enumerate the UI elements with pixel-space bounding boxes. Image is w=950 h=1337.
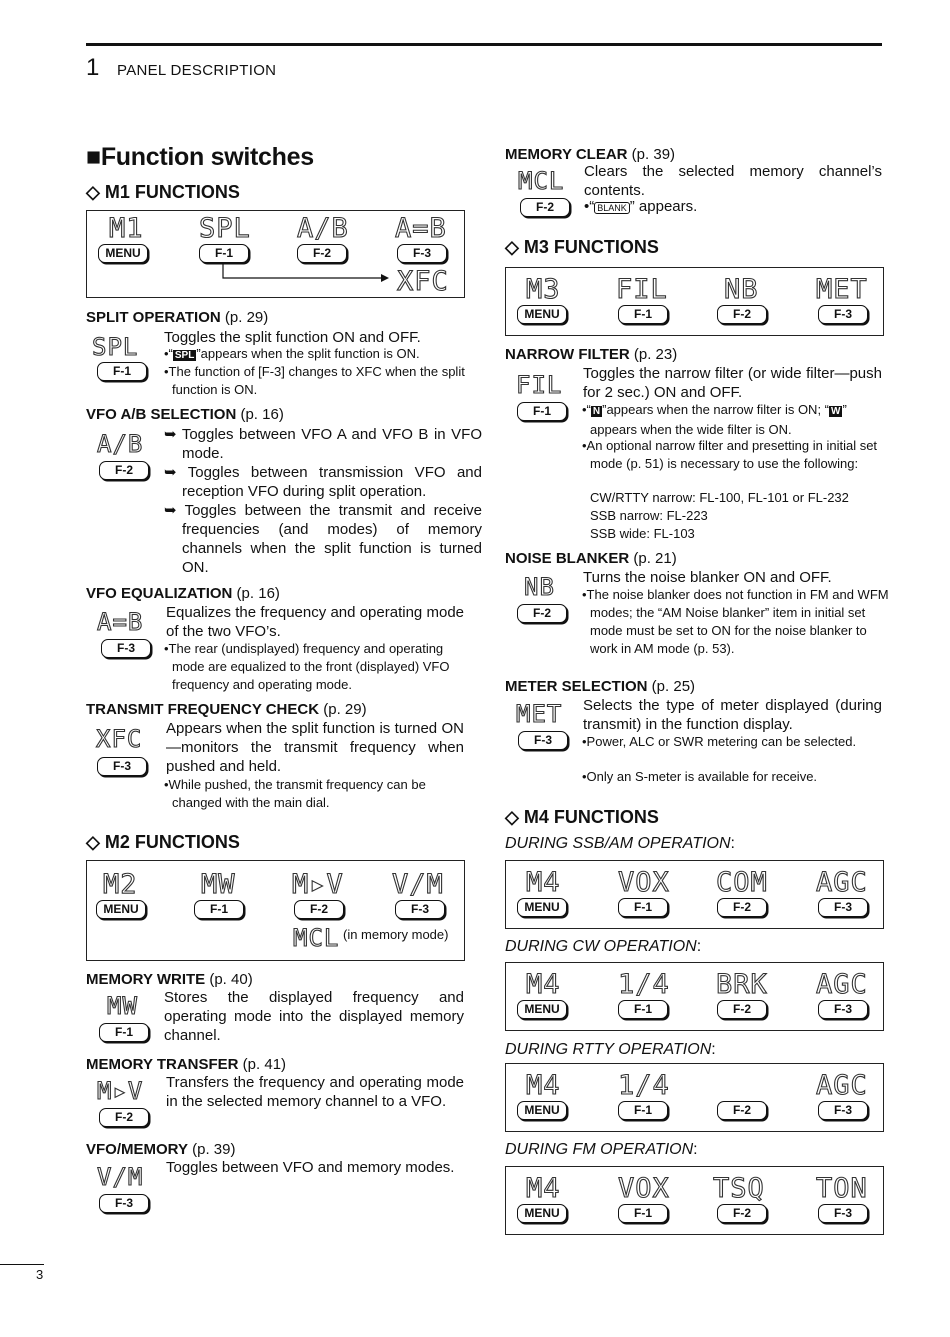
lcd-m4: M4 xyxy=(526,1173,561,1204)
f2-key-icon: F-2 xyxy=(517,604,567,623)
lcd-mw-icon: MW xyxy=(107,992,138,1020)
chapter-number: 1 xyxy=(86,54,100,81)
square-bullet-icon: ■ xyxy=(86,143,101,171)
transmit-check-heading: TRANSMIT FREQUENCY CHECK (p. 29) xyxy=(86,701,367,718)
f3-button[interactable]: F-3 xyxy=(397,244,447,263)
lcd-m4: M4 xyxy=(526,969,561,1000)
noise-blanker-bullet: •The noise blanker does not function in FM and WFM modes; the “AM Noise blanker” item in initial set mode must be set to ON for the noise blanker to work in AM mode (p. 53). xyxy=(582,587,889,656)
transmit-check-bullet: •While pushed, the transmit frequency can be changed with the main dial. xyxy=(164,777,426,810)
lcd-spl-icon: SPL xyxy=(92,333,139,361)
rtty-operation-label: DURING RTTY OPERATION: xyxy=(505,1041,716,1058)
menu-button[interactable]: MENU xyxy=(96,900,146,919)
lcd-m-to-v-icon: M▸V xyxy=(97,1077,144,1105)
f3-button[interactable]: F-3 xyxy=(818,1101,868,1120)
lcd-m3: M3 xyxy=(526,274,561,305)
blank-indicator-icon: BLANK xyxy=(594,202,630,214)
memory-write-heading: MEMORY WRITE (p. 40) xyxy=(86,971,253,988)
memory-clear-bullet: •“ BLANK ” appears. xyxy=(584,198,698,215)
f1-key-icon: F-1 xyxy=(97,362,147,381)
vfo-ab-arrow-1: ➥ Toggles between VFO A and VFO B in VFO mode. xyxy=(164,426,482,462)
filter-list-ssb-narrow: SSB narrow: FL-223 xyxy=(590,508,708,523)
noise-blanker-description: Turns the noise blanker ON and OFF. xyxy=(583,569,832,586)
lcd-m2: M2 xyxy=(103,869,138,900)
lcd-vox: VOX xyxy=(618,1173,670,1204)
f2-button[interactable]: F-2 xyxy=(717,1101,767,1120)
narrow-filter-heading: NARROW FILTER (p. 23) xyxy=(505,346,678,363)
m4-cw-display-panel xyxy=(505,962,884,1031)
lcd-v-m: V/M xyxy=(392,869,444,900)
vfo-ab-arrow-2: ➥ Toggles between transmission VFO and reception VFO during split operation. xyxy=(164,464,482,500)
lcd-met-icon: MET xyxy=(516,700,563,728)
fm-operation-label: DURING FM OPERATION: xyxy=(505,1141,698,1158)
lcd-mcl-icon: MCL xyxy=(518,167,565,195)
header-rule xyxy=(86,43,882,46)
chapter-title: PANEL DESCRIPTION xyxy=(117,62,277,79)
f2-button[interactable]: F-2 xyxy=(294,900,344,919)
lcd-a-equals-b-icon: A=B xyxy=(97,608,144,636)
lcd-m1: M1 xyxy=(109,213,144,244)
f2-key-icon: F-2 xyxy=(520,198,570,217)
memory-clear-description: Clears the selected memory channel’s contents. xyxy=(584,163,882,199)
lcd-com: COM xyxy=(716,867,768,898)
meter-selection-description: Selects the type of meter displayed (during transmit) in the function display. xyxy=(583,697,882,733)
m4-ssb-display-panel xyxy=(505,860,884,929)
section-title xyxy=(86,143,314,172)
narrow-filter-bullet-1: •“ N ”appears when the narrow filter is ON; “ W ” appears when the wide filter is ON. xyxy=(582,402,847,437)
lcd-v-m-icon: V/M xyxy=(97,1163,144,1191)
footer-rule xyxy=(0,1264,44,1265)
ssb-am-operation-label: DURING SSB/AM OPERATION: xyxy=(505,835,735,852)
vfo-equalization-description: Equalizes the frequency and operating mode of the two VFO’s. xyxy=(166,604,464,640)
lcd-nb: NB xyxy=(724,274,759,305)
memory-transfer-heading: MEMORY TRANSFER (p. 41) xyxy=(86,1056,287,1073)
m2-display-panel xyxy=(86,860,465,961)
m1-display-panel xyxy=(86,210,465,298)
lcd-m-to-v: M▸V xyxy=(292,869,344,900)
lcd-ab-icon: A/B xyxy=(97,430,144,458)
lcd-agc: AGC xyxy=(816,1070,868,1101)
vfo-ab-heading: VFO A/B SELECTION (p. 16) xyxy=(86,406,284,423)
lcd-mcl: MCL xyxy=(293,924,340,952)
m4-functions-title: ◇ M4 FUNCTIONS xyxy=(505,807,659,827)
lcd-mw: MW xyxy=(201,869,236,900)
f3-button[interactable]: F-3 xyxy=(818,1204,868,1223)
lcd-ab: A/B xyxy=(297,213,349,244)
f2-button[interactable]: F-2 xyxy=(717,1000,767,1019)
f1-button[interactable]: F-1 xyxy=(618,898,668,917)
lcd-xfc-icon: XFC xyxy=(96,725,143,753)
f1-key-icon: F-1 xyxy=(99,1023,149,1042)
spl-indicator-icon: SPL xyxy=(174,350,195,361)
memory-clear-heading: MEMORY CLEAR (p. 39) xyxy=(505,146,676,163)
f2-button[interactable]: F-2 xyxy=(297,244,347,263)
lcd-m4: M4 xyxy=(526,867,561,898)
f3-button[interactable]: F-3 xyxy=(818,898,868,917)
lcd-quarter: 1/4 xyxy=(618,1070,670,1101)
vfo-ab-arrow-3: ➥ Toggles between the transmit and receive frequencies (and modes) of memory channels when the split function is turned ON. xyxy=(164,502,482,576)
wide-indicator-icon: W xyxy=(831,406,841,417)
m4-fm-display-panel xyxy=(505,1166,884,1235)
f2-button[interactable]: F-2 xyxy=(717,898,767,917)
lcd-nb-icon: NB xyxy=(524,573,555,601)
f2-key-icon: F-2 xyxy=(99,1108,149,1127)
vfo-equalization-bullet: •The rear (undisplayed) frequency and operating mode are equalized to the front (displayed) VFO frequency and operating mode. xyxy=(164,641,450,692)
f1-button[interactable]: F-1 xyxy=(618,305,668,324)
lcd-met: MET xyxy=(816,274,868,305)
arrow-f1-to-xfc xyxy=(221,263,391,283)
vfo-memory-heading: VFO/MEMORY (p. 39) xyxy=(86,1141,236,1158)
filter-list-cw-rtty: CW/RTTY narrow: FL-100, FL-101 or FL-232 xyxy=(590,490,849,505)
menu-button[interactable]: MENU xyxy=(517,898,567,917)
f3-button[interactable]: F-3 xyxy=(818,1000,868,1019)
lcd-spl: SPL xyxy=(199,213,251,244)
meter-selection-bullet-2: •Only an S-meter is available for receive. xyxy=(582,769,818,784)
narrow-indicator-icon: N xyxy=(592,406,601,417)
f2-button[interactable]: F-2 xyxy=(717,305,767,324)
lcd-ton: TON xyxy=(816,1173,868,1204)
f1-button[interactable]: F-1 xyxy=(194,900,244,919)
lcd-agc: AGC xyxy=(816,969,868,1000)
menu-button[interactable]: MENU xyxy=(517,1000,567,1019)
split-bullet-1: •“ SPL ”appears when the split function is ON. xyxy=(164,346,420,361)
noise-blanker-heading: NOISE BLANKER (p. 21) xyxy=(505,550,677,567)
lcd-m4: M4 xyxy=(526,1070,561,1101)
vfo-memory-description: Toggles between VFO and memory modes. xyxy=(166,1159,455,1176)
narrow-filter-description: Toggles the narrow filter (or wide filter—push for 2 sec.) ON and OFF. xyxy=(583,365,882,401)
memory-transfer-description: Transfers the frequency and operating mode in the selected memory channel to a VFO. xyxy=(166,1074,464,1110)
f3-key-icon: F-3 xyxy=(99,1194,149,1213)
mcl-memory-mode-note: (in memory mode) xyxy=(343,927,449,942)
transmit-check-description: Appears when the split function is turned ON—monitors the transmit frequency when pushed and held. xyxy=(166,720,464,775)
cw-operation-label: DURING CW OPERATION: xyxy=(505,938,702,955)
f1-button[interactable]: F-1 xyxy=(618,1000,668,1019)
split-description: Toggles the split function ON and OFF. xyxy=(164,329,421,346)
menu-button[interactable]: MENU xyxy=(98,244,148,263)
meter-selection-heading: METER SELECTION (p. 25) xyxy=(505,678,696,695)
lcd-agc: AGC xyxy=(816,867,868,898)
lcd-fil-icon: FIL xyxy=(516,371,563,399)
split-operation-heading: SPLIT OPERATION (p. 29) xyxy=(86,309,269,326)
menu-button[interactable]: MENU xyxy=(517,305,567,324)
f3-key-icon: F-3 xyxy=(518,731,568,750)
m3-display-panel xyxy=(505,267,884,336)
lcd-vox: VOX xyxy=(618,867,670,898)
m4-rtty-display-panel xyxy=(505,1063,884,1132)
f3-key-icon: F-3 xyxy=(97,757,147,776)
section-title-text: Function switches xyxy=(100,143,314,171)
lcd-a-equals-b: A=B xyxy=(395,213,447,244)
memory-write-description: Stores the displayed frequency and operating mode into the displayed memory channel. xyxy=(164,989,464,1044)
f1-button[interactable]: F-1 xyxy=(618,1101,668,1120)
menu-button[interactable]: MENU xyxy=(517,1204,567,1223)
f2-button[interactable]: F-2 xyxy=(717,1204,767,1223)
menu-button[interactable]: MENU xyxy=(517,1101,567,1120)
filter-list-ssb-wide: SSB wide: FL-103 xyxy=(590,526,695,541)
split-bullet-2: •The function of [F-3] changes to XFC when the split function is ON. xyxy=(164,364,465,397)
f1-button[interactable]: F-1 xyxy=(199,244,249,263)
f3-button[interactable]: F-3 xyxy=(818,305,868,324)
page-number: 3 xyxy=(36,1267,44,1282)
f2-key-icon: F-2 xyxy=(99,461,149,480)
f3-button[interactable]: F-3 xyxy=(395,900,445,919)
lcd-xfc: XFC xyxy=(397,266,449,297)
m1-functions-title: ◇ M1 FUNCTIONS xyxy=(86,182,240,202)
m2-functions-title: ◇ M2 FUNCTIONS xyxy=(86,832,240,852)
lcd-fil: FIL xyxy=(616,274,668,305)
m3-functions-title: ◇ M3 FUNCTIONS xyxy=(505,237,659,257)
lcd-brk: BRK xyxy=(716,969,768,1000)
meter-selection-bullet-1: •Power, ALC or SWR metering can be selected. xyxy=(582,734,857,749)
f1-button[interactable]: F-1 xyxy=(618,1204,668,1223)
vfo-equalization-heading: VFO EQUALIZATION (p. 16) xyxy=(86,585,280,602)
lcd-quarter: 1/4 xyxy=(618,969,670,1000)
lcd-tsq: TSQ xyxy=(713,1173,765,1204)
f3-key-icon: F-3 xyxy=(101,639,151,658)
f1-key-icon: F-1 xyxy=(517,402,567,421)
narrow-filter-bullet-2: •An optional narrow filter and presetting in initial set mode (p. 51) is necessary to use the following: xyxy=(582,438,878,471)
